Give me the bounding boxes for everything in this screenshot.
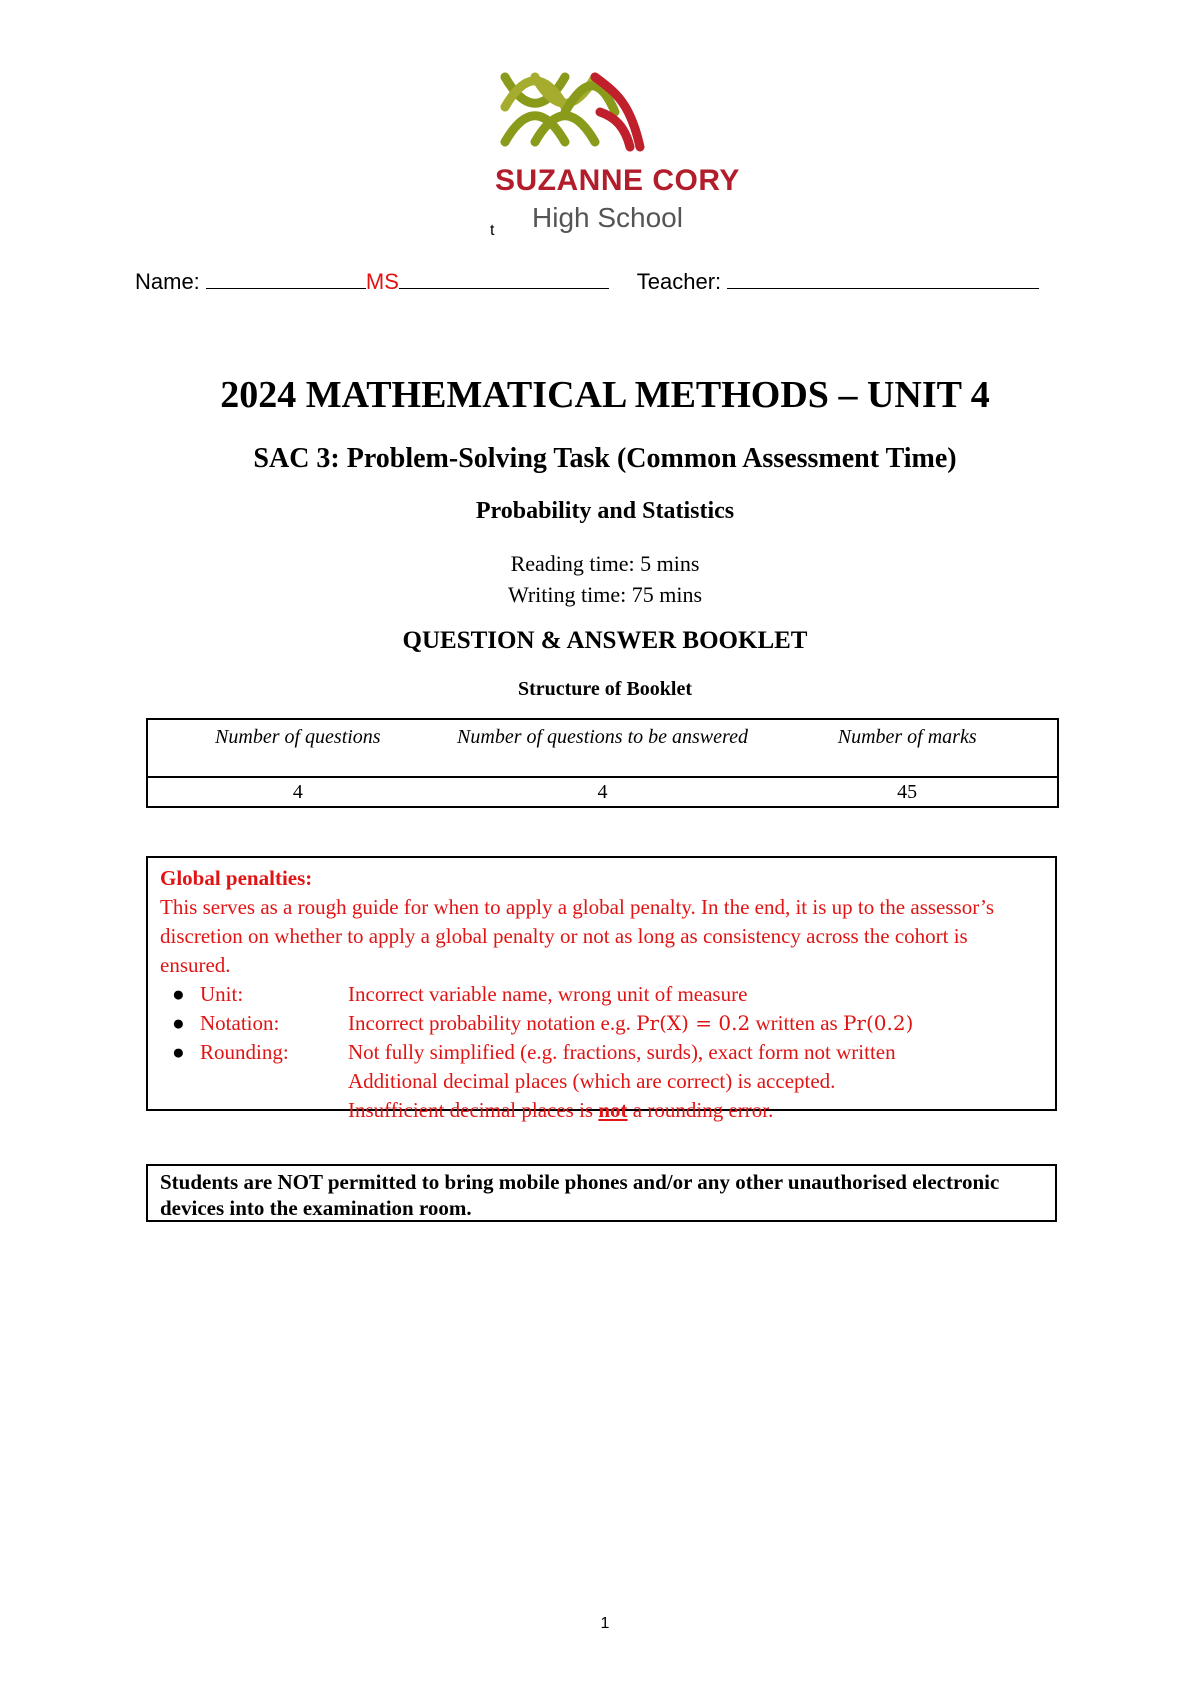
penalties-intro: This serves as a rough guide for when to apply a global penalty. In the end, it is up to the assessor’s discretion on whether to apply a global penalty or not as long as consistency across the cohort is ensured. <box>160 895 994 977</box>
name-field-blank-right[interactable] <box>399 268 609 289</box>
sac-title: SAC 3: Problem-Solving Task (Common Assessment Time) <box>253 443 957 474</box>
name-field-blank-left[interactable] <box>206 268 366 289</box>
value-num-questions: 4 <box>147 777 448 807</box>
bullet-icon: ● <box>172 1011 185 1035</box>
topic-title: Probability and Statistics <box>475 498 735 524</box>
page-number: 1 <box>600 1615 610 1632</box>
penalty-math-wrong: Pr(0.2) <box>842 1011 914 1035</box>
school-logo-graphic <box>500 72 650 152</box>
header-num-marks: Number of marks <box>757 719 1058 777</box>
global-penalties-box <box>146 856 1057 1122</box>
penalty-item-notation <box>172 1009 1043 1038</box>
penalty-term: Rounding: <box>200 1040 289 1064</box>
penalty-item-rounding <box>172 1038 1043 1125</box>
teacher-label: Teacher: <box>636 269 722 294</box>
penalty-desc-pre: Incorrect probability notation e.g. <box>348 1011 637 1035</box>
bullet-icon: ● <box>172 982 185 1006</box>
penalty-desc-line3 <box>200 1096 1043 1125</box>
main-title: 2024 MATHEMATICAL METHODS – UNIT 4 <box>220 374 990 416</box>
penalties-list <box>160 980 1043 1125</box>
writing-time: Writing time: 75 mins <box>507 582 703 607</box>
value-num-answered: 4 <box>448 777 758 807</box>
value-num-marks: 45 <box>757 777 1058 807</box>
penalty-desc: Not fully simplified (e.g. fractions, surds), exact form not written <box>348 1040 896 1064</box>
reading-time: Reading time: 5 mins <box>510 551 700 576</box>
teacher-field[interactable] <box>727 268 1039 289</box>
device-notice-box: Students are NOT permitted to bring mobile phones and/or any other unauthorised electronic devices into the examination room. <box>146 1164 1057 1222</box>
penalty-desc-mid: written as <box>750 1011 843 1035</box>
structure-table <box>146 718 1059 808</box>
penalties-heading: Global penalties: <box>160 866 313 890</box>
booklet-title: QUESTION & ANSWER BOOKLET <box>402 627 808 654</box>
penalty-desc-line2: Additional decimal places (which are correct) is accepted. <box>348 1069 836 1093</box>
header-num-questions: Number of questions <box>147 719 448 777</box>
penalty-math-correct: Pr(X) = 0.2 <box>636 1011 751 1035</box>
penalty-desc: Incorrect variable name, wrong unit of measure <box>348 982 748 1006</box>
school-name: SUZANNE CORY <box>495 164 740 197</box>
structure-header-row <box>147 719 1058 777</box>
penalty-item-unit <box>172 980 1043 1009</box>
line3-emphasis: not <box>598 1098 628 1122</box>
structure-heading: Structure of Booklet <box>517 678 693 700</box>
structure-value-row <box>147 777 1058 807</box>
line3-pre: Insufficient decimal places is <box>348 1098 599 1122</box>
bullet-icon: ● <box>172 1040 185 1064</box>
header-num-answered: Number of questions to be answered <box>448 719 758 777</box>
name-label: Name: <box>135 269 200 294</box>
student-info-line <box>135 268 1039 295</box>
penalty-term: Unit: <box>200 982 244 1006</box>
school-subtitle: High School <box>532 202 683 233</box>
stray-character: t <box>490 222 495 239</box>
time-info <box>0 548 1200 610</box>
line3-post: a rounding error. <box>627 1098 774 1122</box>
name-field-value: MS <box>365 269 399 294</box>
school-logo <box>490 72 740 242</box>
penalty-term: Notation: <box>200 1011 280 1035</box>
